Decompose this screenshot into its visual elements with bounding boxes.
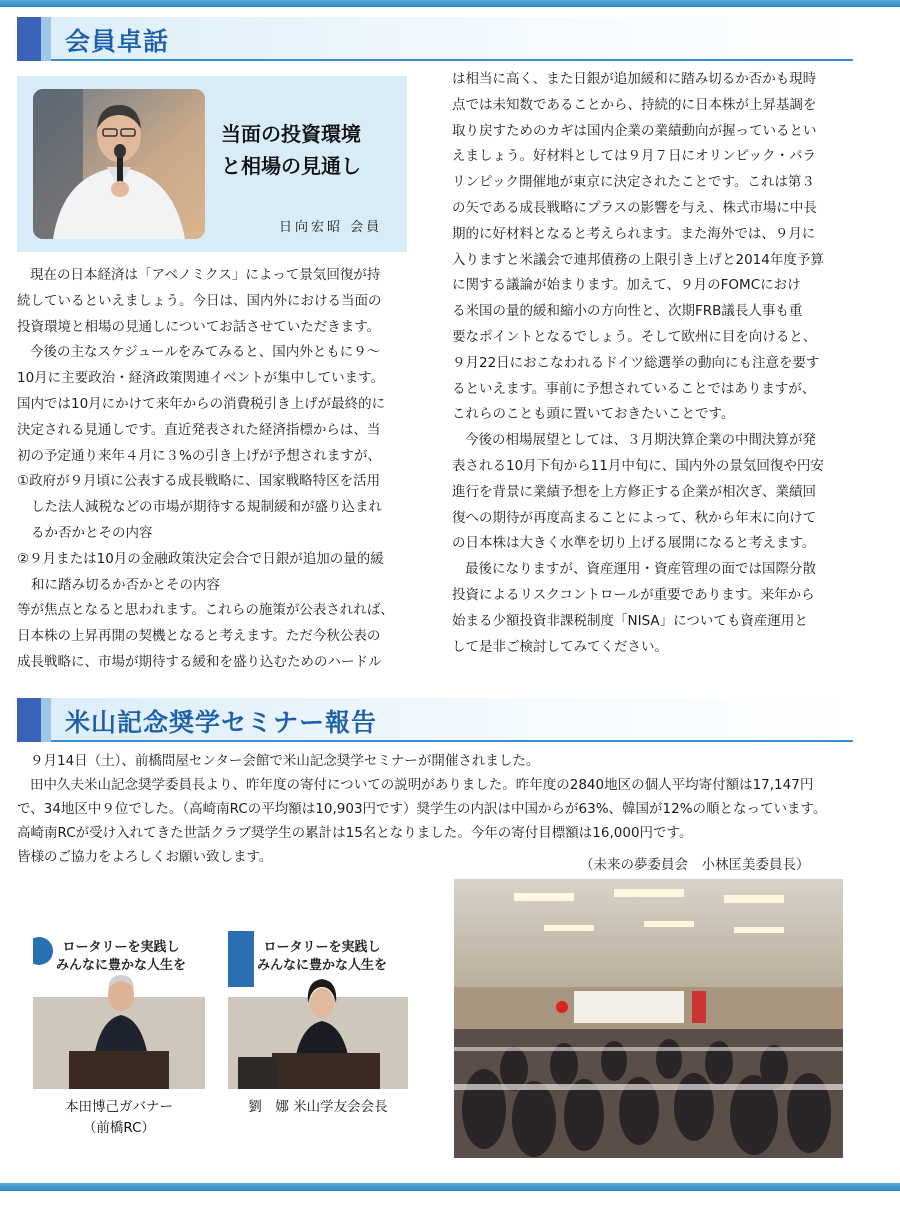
body-line: これらのことも頭に置いておきたいことです。 bbox=[452, 406, 735, 423]
section-heading-yoneyama-report bbox=[17, 698, 853, 742]
photo-alumni-president bbox=[228, 911, 408, 1089]
body-line: の日本株は大きく水準を切り上げる展開になると考えます。 bbox=[452, 535, 816, 552]
body-line: 初の予定通り来年４月に３%の引き上げが予想されますが、 bbox=[17, 447, 381, 464]
caption-line1: 本田博己ガバナー bbox=[65, 1099, 173, 1115]
body-line: 今後の主なスケジュールをみてみると、国内外ともに９～ bbox=[30, 344, 381, 361]
body-line: 投資によるリスクコントロールが重要であります。来年から bbox=[452, 586, 815, 603]
talk-body-left bbox=[17, 263, 412, 676]
body-line: の矢である成長戦略にプラスの影響を与え、株式市場に中長 bbox=[452, 199, 817, 216]
body-line: 続しているといえましょう。今日は、国内外における当面の bbox=[17, 292, 382, 309]
body-line: 現在の日本経済は「アベノミクス」によって景気回復が持 bbox=[30, 267, 381, 283]
report-line: で、34地区中９位でした。（高崎南RCの平均額は10,903円です）奨学生の内訳は中国からが63%、韓国が12%の順となっています。 bbox=[17, 801, 827, 817]
banner-text bbox=[41, 939, 201, 975]
top-rule bbox=[0, 0, 900, 7]
body-line: 入りますと米議会で連邦債務の上限引き上げと2014年度予算 bbox=[452, 251, 824, 268]
body-line: 復への期待が再度高まることによって、秋から年末に向けて bbox=[452, 509, 817, 526]
body-line: ９月22日におこなわれるドイツ総選挙の動向にも注意を要す bbox=[452, 354, 820, 371]
caption-governor bbox=[33, 1097, 205, 1139]
body-line: 国内では10月にかけて来年からの消費税引き上げが最終的に bbox=[17, 395, 386, 412]
report-line: 高崎南RCが受け入れてきた世話クラブ奨学生の累計は15名となりました。今年の寄付目標額は16,000円です。 bbox=[17, 825, 693, 841]
bottom-rule bbox=[0, 1183, 900, 1191]
report-line: ９月14日（土）、前橋問屋センター会館で米山記念奨学セミナーが開催されました。 bbox=[30, 753, 540, 769]
speaker-photo bbox=[33, 89, 205, 239]
body-line: 期的に好材料となると考えられます。また海外では、９月に bbox=[452, 225, 816, 242]
body-line: 要なポイントとなるでしょう。そして欧州に目を向けると、 bbox=[452, 328, 817, 345]
report-body bbox=[17, 749, 857, 869]
talk-title bbox=[221, 118, 361, 182]
speaker-name: 日向宏昭 会員 bbox=[279, 220, 383, 235]
body-line: 決定される見通しです。直近発表された経済指標からは、当 bbox=[17, 421, 381, 438]
body-line: は相当に高く、また日銀が追加緩和に踏み切るか否かも現時 bbox=[452, 71, 817, 87]
body-line: 始まる少額投資非課税制度「NISA」についても資産運用と bbox=[452, 612, 808, 629]
body-line: に関する議論が始まります。加えて、９月のFOMCにおけ bbox=[452, 277, 801, 294]
body-line: 投資環境と相場の見通しについてお話させていただきます。 bbox=[17, 318, 381, 335]
body-line: るといえます。事前に予想されていることではありますが、 bbox=[452, 380, 816, 397]
banner-line2: みんなに豊かな人生を bbox=[256, 958, 387, 973]
report-line: 皆様のご協力をよろしくお願い致します。 bbox=[17, 849, 273, 865]
body-line: 最後になりますが、資産運用・資産管理の面では国際分散 bbox=[465, 561, 816, 578]
banner-line1: ロータリーを実践し bbox=[263, 940, 381, 955]
banner-line2: みんなに豊かな人生を bbox=[55, 958, 186, 973]
body-line: して是非ご検討してみてください。 bbox=[452, 638, 668, 655]
section-title: 米山記念奨学セミナー報告 bbox=[65, 708, 378, 737]
caption-alumni-president: 劉 娜 米山学友会会長 bbox=[248, 1099, 388, 1115]
body-line: 表される10月下旬から11月中旬に、国内外の景気回復や円安 bbox=[452, 457, 824, 474]
body-line: 日本株の上昇再開の契機となると考えます。ただ今秋公表の bbox=[17, 628, 381, 645]
talk-title-line2: と相場の見通し bbox=[221, 154, 361, 178]
section-heading-member-talk bbox=[17, 17, 853, 61]
body-line: した法人減税などの市場が期待する規制緩和が盛り込まれ bbox=[31, 499, 382, 516]
photo-governor bbox=[33, 911, 205, 1089]
body-line: るか否かとその内容 bbox=[31, 524, 153, 541]
list-item-2: ②９月または10月の金融政策決定会合で日銀が追加の量的緩 bbox=[17, 550, 384, 567]
talk-body-right bbox=[452, 67, 852, 660]
report-line: 田中久夫米山記念奨学委員長より、昨年度の寄付についての説明がありました。昨年度の2840地区の個人平均寄付額は17,147円 bbox=[30, 777, 814, 793]
banner-line1: ロータリーを実践し bbox=[62, 940, 180, 955]
talk-banner bbox=[17, 76, 407, 252]
body-line: る米国の量的緩和縮小の方向性と、次期FRB議長人事も重 bbox=[452, 303, 803, 320]
body-line: 成長戦略に、市場が期待する緩和を盛り込むためのハードル bbox=[17, 653, 382, 670]
body-line: 和に踏み切るか否かとその内容 bbox=[31, 576, 220, 593]
body-line: 進行を背景に業績予想を上方修正する企業が相次ぎ、業績回 bbox=[452, 483, 816, 500]
photo-seminar-hall bbox=[454, 879, 843, 1158]
body-line: リンピック開催地が東京に決定されたことです。これは第３ bbox=[452, 174, 815, 191]
talk-title-line1: 当面の投資環境 bbox=[221, 122, 361, 146]
caption-line2: （前橋RC） bbox=[82, 1120, 156, 1136]
section-title: 会員卓話 bbox=[65, 27, 170, 56]
body-line: 10月に主要政治・経済政策関連イベントが集中しています。 bbox=[17, 370, 385, 387]
banner-text bbox=[242, 939, 402, 975]
report-signature: （未来の夢委員会 小林匡美委員長） bbox=[580, 857, 810, 873]
list-item-1: ①政府が９月頃に公表する成長戦略に、国家戦略特区を活用 bbox=[17, 473, 381, 490]
body-line: 点では未知数であることから、持続的に日本株が上昇基調を bbox=[452, 96, 817, 113]
body-line: 等が焦点となると思われます。これらの施策が公表されれば、 bbox=[17, 602, 394, 619]
body-line: 取り戻すためのカギは国内企業の業績動向が握っているとい bbox=[452, 122, 817, 139]
body-line: えましょう。好材料としては９月７日にオリンピック・パラ bbox=[452, 148, 816, 165]
body-line: 今後の相場展望としては、３月期決算企業の中間決算が発 bbox=[465, 432, 816, 449]
